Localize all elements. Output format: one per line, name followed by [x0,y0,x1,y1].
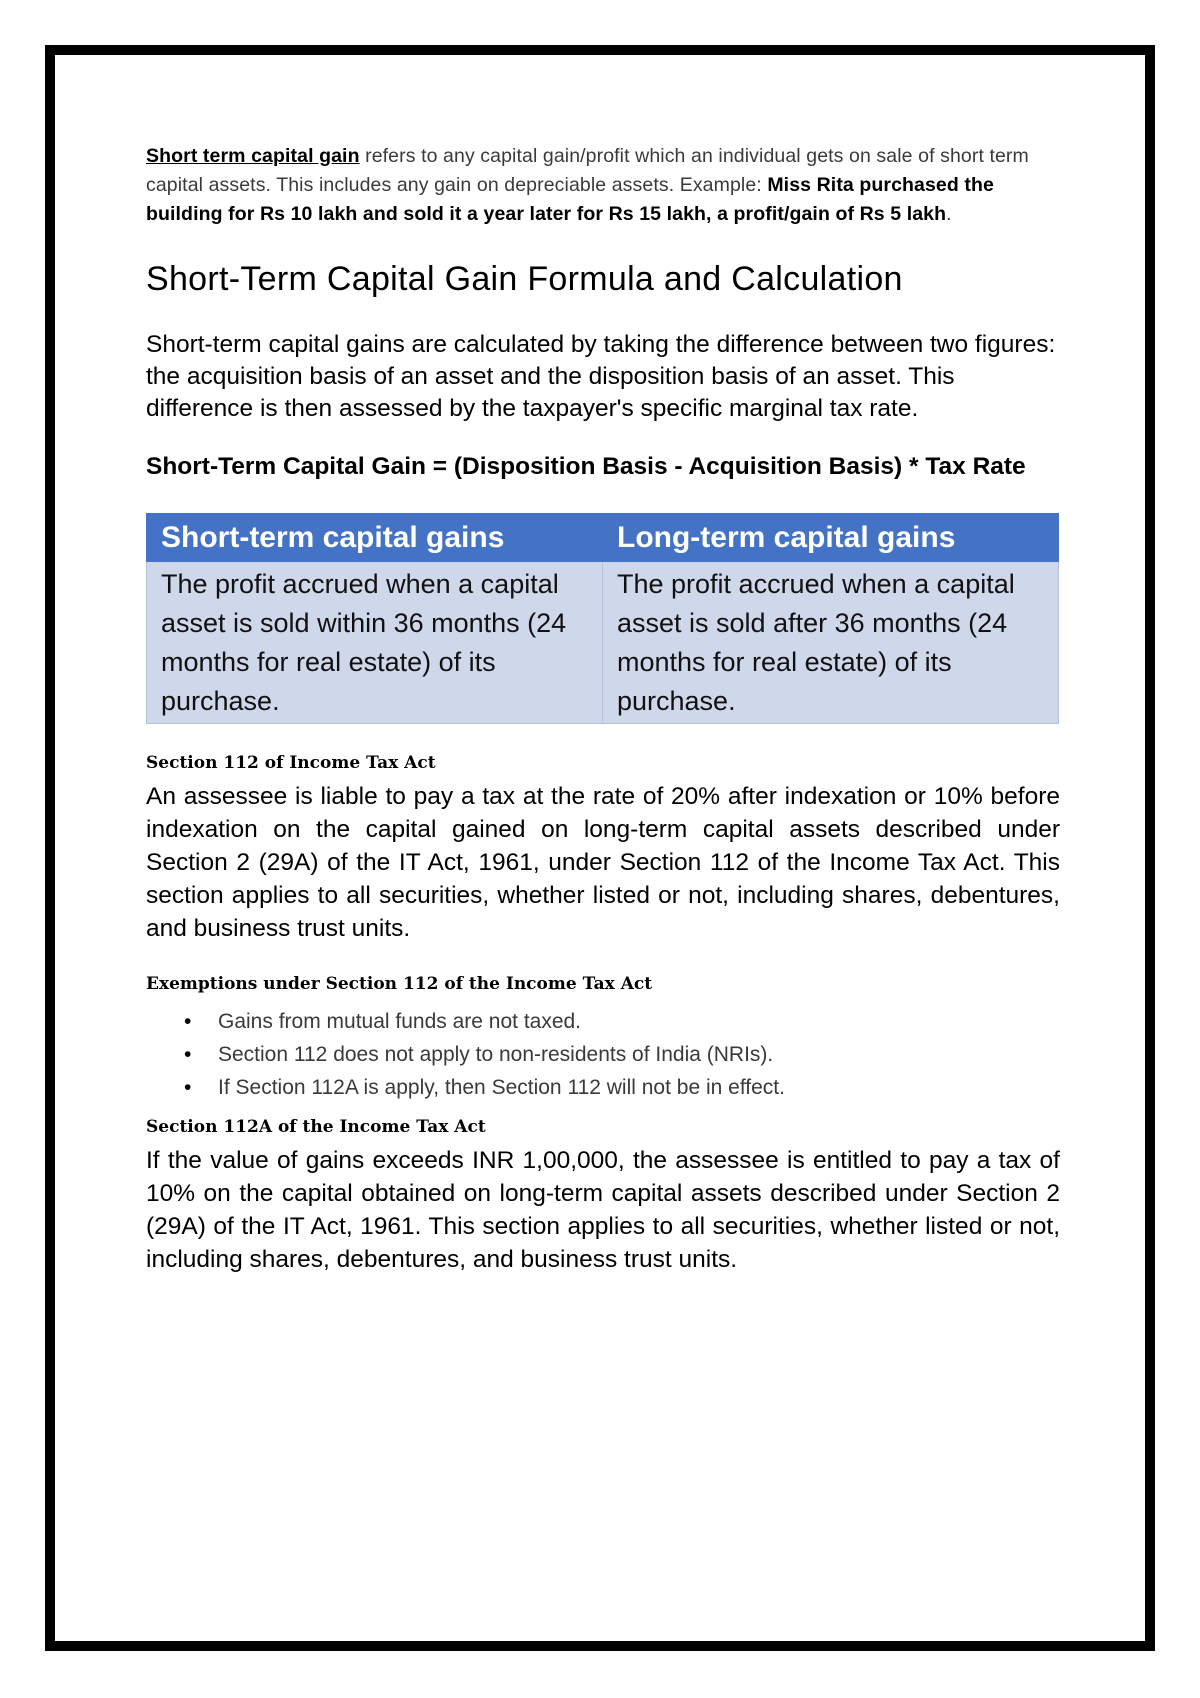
exemptions-title: Exemptions under Section 112 of the Income Tax Act [146,974,653,994]
list-item-text: Gains from mutual funds are not taxed. [218,1010,582,1033]
list-item [146,1071,1060,1104]
intro-paragraph [146,142,1060,229]
table-header-row [147,514,1059,562]
section-heading: Short-Term Capital Gain Formula and Calculation [146,260,903,298]
section-112a-title: Section 112A of the Income Tax Act [146,1117,486,1137]
list-item-text: Section 112 does not apply to non-residents of India (NRIs). [218,1043,774,1066]
document-body [146,142,1060,1276]
bullet-icon: • [184,1010,192,1033]
section-112a-body: If the value of gains exceeds INR 1,00,000, the assessee is entitled to pay a tax of 10% on the capital obtained on long-term capital assets described under Section 2 (29A) of the IT Act, 1961. This section applies to all securities, whether listed or not, including shares, debentures, and business trust units. [146,1147,1060,1273]
explanation-paragraph: Short-term capital gains are calculated by taking the difference between two figures: the acquisition basis of an asset and the disposition basis of an asset. This difference is then assessed by the taxpayer's specific marginal tax rate. [146,331,1056,422]
intro-example: Miss Rita purchased the building for Rs 10 lakh and sold it a year later for Rs 15 lakh, a profit/gain of Rs 5 lakh [146,174,994,225]
exemptions-list [146,1005,1060,1104]
intro-term: Short term capital gain [146,145,360,167]
table-header-long-term: Long-term capital gains [603,514,1059,562]
intro-end: . [946,203,952,225]
list-item-text: If Section 112A is apply, then Section 112 will not be in effect. [218,1076,785,1099]
list-item [146,1038,1060,1071]
section-112-body: An assessee is liable to pay a tax at the rate of 20% after indexation or 10% before indexation on the capital gained on long-term capital assets described under Section 2 (29A) of the IT Act, 1961, under Section 112 of the Income Tax Act. This section applies to all securities, whether listed or not, including shares, debentures, and business trust units. [146,783,1060,942]
bullet-icon: • [184,1076,192,1099]
table-cell-short-term: The profit accrued when a capital asset is sold within 36 months (24 months for real estate) of its purchase. [147,562,603,724]
table-header-short-term: Short-term capital gains [147,514,603,562]
formula: Short-Term Capital Gain = (Disposition Basis - Acquisition Basis) * Tax Rate [146,453,1026,480]
table-row [147,562,1059,724]
comparison-table [146,513,1059,724]
table-cell-long-term: The profit accrued when a capital asset is sold after 36 months (24 months for real estate) of its purchase. [603,562,1059,724]
section-112-title: Section 112 of Income Tax Act [146,753,436,773]
intro-text: refers to any capital gain/profit which an individual gets on sale of short term capital assets. This includes any gain on depreciable assets. Example: [146,145,1029,196]
bullet-icon: • [184,1043,192,1066]
list-item [146,1005,1060,1038]
